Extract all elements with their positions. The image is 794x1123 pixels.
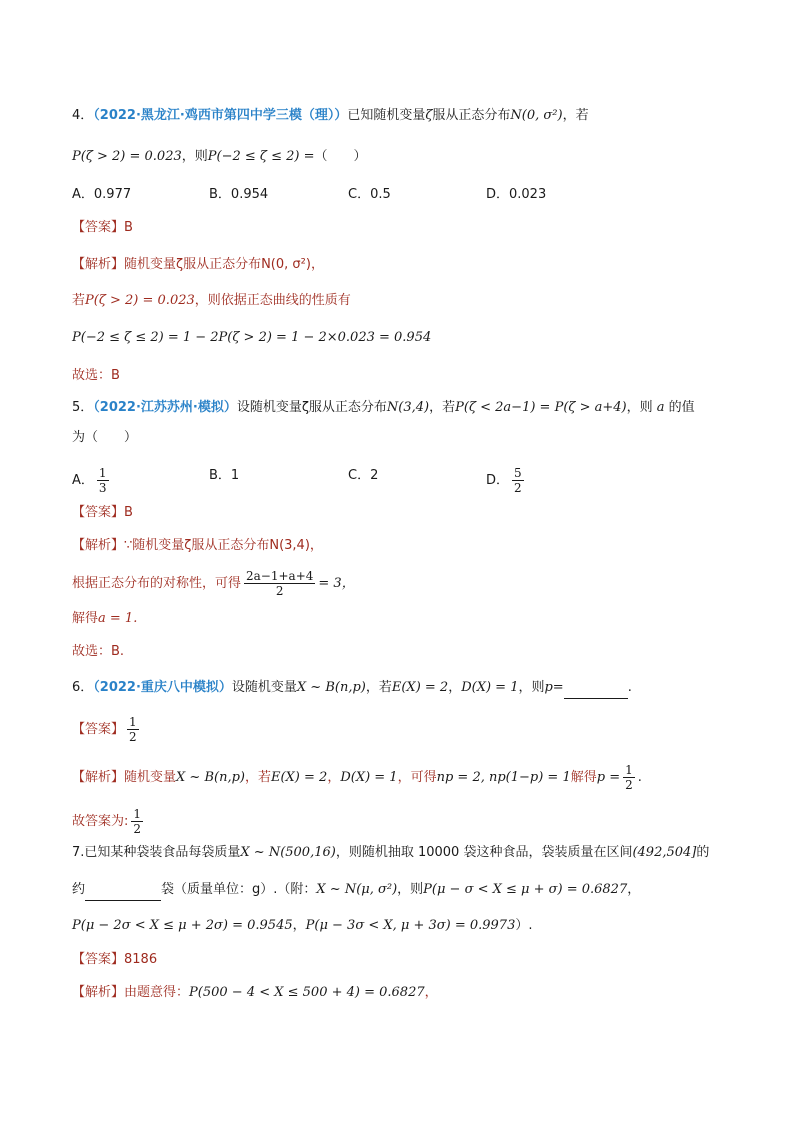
explanation-label: 【解析】: [72, 985, 125, 1000]
q7-stem-text: ，则随机抽取 10000 袋这种食品，袋装质量在区间: [335, 845, 633, 860]
q7-distribution: X ~ N(500,16): [240, 845, 336, 860]
q4-distribution: N(0, σ²): [510, 108, 563, 123]
explanation-math: D(X) = 1: [340, 770, 398, 785]
q6-stem-text: ，若: [365, 680, 392, 695]
q4-explanation-line2: [72, 291, 351, 311]
q7-interval: (492,504]: [632, 845, 697, 860]
q6-source: （2022·重庆八中模拟）: [93, 680, 232, 695]
q5-option-b: B．1: [209, 468, 240, 483]
q4-stem-line1: [72, 106, 589, 126]
explanation-text: ，: [424, 985, 438, 1000]
explanation-math: P(ζ > 2) = 0.023: [85, 293, 195, 308]
q4-option-c: C．0.5: [348, 187, 391, 202]
q7-math: P(μ − 3σ < X, μ + 3σ) = 0.9973: [305, 918, 516, 933]
q4-condition: P(ζ > 2) = 0.023: [72, 149, 182, 164]
q5-stem-text: ，则: [626, 400, 653, 415]
q6-stem-text: .: [627, 680, 632, 695]
q4-paren: （ ）: [314, 149, 367, 164]
q5-stem-line2: 为（ ）: [72, 430, 138, 445]
q6-final: [72, 807, 146, 836]
q6-stem-text: 设随机变量: [231, 680, 297, 695]
option-label: A．: [72, 473, 94, 488]
explanation-text: 解得: [570, 770, 597, 785]
answer-label: 【答案】: [72, 952, 125, 967]
explanation-text: 若: [72, 293, 86, 308]
explanation-math: E(X) = 2: [270, 770, 328, 785]
explanation-text: ，则依据正态曲线的性质有: [194, 293, 351, 308]
numerator: 1: [133, 807, 142, 821]
q5-source: （2022·江苏苏州·模拟）: [93, 400, 237, 415]
denominator: 2: [129, 730, 137, 744]
q7-stem-line2: [72, 880, 640, 901]
denominator: 2: [514, 481, 522, 495]
numerator: 1: [129, 715, 137, 729]
q4-option-d: D．0.023: [486, 187, 547, 202]
explanation-text: ∵随机变量ζ服从正态分布N(3,4)，: [124, 538, 323, 553]
explanation-text: 由题意得：: [124, 985, 190, 1000]
explanation-label: 【解析】: [72, 538, 125, 553]
q4-stem-line2: [72, 147, 367, 167]
q6-number: 6．: [72, 680, 94, 695]
q5-condition: P(ζ < 2a−1) = P(ζ > a+4): [455, 400, 627, 415]
explanation-text: ，若: [244, 770, 271, 785]
q4-stem-text: ，若: [562, 108, 589, 123]
answer-label: 【答案】: [72, 722, 125, 737]
numerator: 1: [98, 466, 107, 480]
explanation-math: np = 2, np(1−p) = 1: [436, 770, 571, 785]
q5-final: 故选：B.: [72, 644, 125, 659]
explanation-math: p =: [596, 770, 621, 785]
q6-variance: D(X) = 1: [461, 680, 519, 695]
q6-explanation: [72, 763, 642, 792]
q4-explanation-line3: [72, 328, 431, 348]
q4-stem-text: 已知随机变量: [347, 108, 426, 123]
q7-explanation: [72, 983, 438, 1003]
q5-distribution: N(3,4): [386, 400, 430, 415]
q6-stem-text: ，则: [518, 680, 545, 695]
q5-option-c: C．2: [348, 468, 379, 483]
explanation-label: 【解析】: [72, 770, 125, 785]
q5-variable: a: [656, 400, 665, 415]
answer-value: 8186: [124, 952, 158, 967]
q6-answer-fraction: [127, 715, 139, 744]
explanation-math: X ~ B(n,p): [176, 770, 245, 785]
q4-option-a: A．0.977: [72, 187, 132, 202]
q5-explanation-line1: [72, 536, 323, 556]
q4-answer: [72, 218, 133, 238]
q4-source: （2022·黑龙江·鸡西市第四中学三模（理））: [93, 108, 348, 123]
q7-math: P(μ − σ < X ≤ μ + σ) = 0.6827: [423, 882, 628, 897]
q6-distribution: X ~ B(n,p): [296, 680, 366, 695]
q7-math: P(μ − 2σ < X ≤ μ + 2σ) = 0.9545: [72, 918, 293, 933]
q5-stem-line1: [72, 398, 695, 418]
q7-stem-text: ，则: [397, 882, 424, 897]
denominator: 2: [275, 584, 284, 598]
answer-label: 【答案】: [72, 220, 125, 235]
numerator: 5: [514, 466, 522, 480]
q5-option-a-fraction: [97, 466, 109, 495]
q5-explanation-line3: [72, 609, 137, 629]
explanation-text: 解得: [72, 611, 99, 626]
q7-stem-line1: [72, 843, 709, 863]
q6-stem-text: ，: [448, 680, 462, 695]
q5-stem-text: ，若: [429, 400, 456, 415]
q7-stem-text: ，: [292, 918, 306, 933]
q4-ask: P(−2 ≤ ζ ≤ 2) =: [207, 149, 315, 164]
explanation-text: 随机变量ζ服从正态分布N(0, σ²)，: [124, 257, 324, 272]
q7-stem-text: 的: [696, 845, 710, 860]
q5-option-d: [486, 466, 527, 495]
q4-option-b: B．0.954: [209, 187, 269, 202]
answer-value: B: [124, 505, 133, 520]
q5-explanation-line2: [72, 569, 355, 598]
explanation-label: 【解析】: [72, 257, 125, 272]
q7-answer-blank: [85, 880, 161, 901]
q4-stem-text: ，则: [181, 149, 208, 164]
q4-number: 4．: [72, 108, 94, 123]
numerator: 2a−1+a+4: [246, 569, 314, 583]
q6-stem: [72, 678, 632, 699]
denominator: 3: [98, 481, 107, 495]
explanation-text: ，: [327, 770, 341, 785]
q7-math: X ~ N(μ, σ²): [316, 882, 398, 897]
explanation-text: 随机变量: [124, 770, 177, 785]
q6-expectation: E(X) = 2: [391, 680, 449, 695]
q7-answer: [72, 950, 157, 970]
final-label: 故答案为:: [72, 814, 129, 829]
q5-answer: [72, 503, 133, 523]
q5-stem-text: 设随机变量ζ服从正态分布: [236, 400, 387, 415]
explanation-text: ，可得: [397, 770, 437, 785]
q5-option-d-fraction: [512, 466, 524, 495]
q4-explanation-line1: [72, 255, 324, 275]
q7-stem-text: 袋（质量单位：g）.（附：: [161, 882, 317, 897]
denominator: 2: [133, 822, 142, 836]
explanation-text: 根据正态分布的对称性，可得: [72, 576, 242, 591]
q6-answer: [72, 715, 142, 744]
explanation-text: .: [637, 770, 642, 785]
q4-variable: ζ: [425, 108, 433, 123]
q7-stem-text: 7.已知某种袋装食品每袋质量: [72, 845, 241, 860]
q6-explanation-fraction: [623, 763, 635, 792]
q5-option-a: [72, 466, 112, 495]
explanation-math: a = 1.: [98, 611, 138, 626]
denominator: 2: [625, 778, 633, 792]
explanation-math: = 3，: [318, 576, 355, 591]
option-label: D．: [486, 473, 510, 488]
answer-label: 【答案】: [72, 505, 125, 520]
q6-final-fraction: [131, 807, 143, 836]
q4-final: 故选：B: [72, 368, 120, 383]
q6-answer-blank: [564, 678, 628, 699]
q5-number: 5．: [72, 400, 94, 415]
q5-stem-text: 的值: [668, 400, 695, 415]
answer-value: B: [124, 220, 133, 235]
q6-ask: p=: [544, 680, 564, 695]
q7-stem-text: ，: [627, 882, 641, 897]
numerator: 1: [625, 763, 633, 777]
q7-stem-line3: [72, 916, 532, 936]
q5-explanation-fraction: [244, 569, 315, 598]
explanation-math: P(−2 ≤ ζ ≤ 2) = 1 − 2P(ζ > 2) = 1 − 2×0.023 = 0.954: [72, 330, 432, 345]
q7-stem-text: 约: [72, 882, 86, 897]
q7-stem-text: ）.: [515, 918, 533, 933]
q4-stem-text: 服从正态分布: [432, 108, 511, 123]
explanation-math: P(500 − 4 < X ≤ 500 + 4) = 0.6827: [189, 985, 425, 1000]
